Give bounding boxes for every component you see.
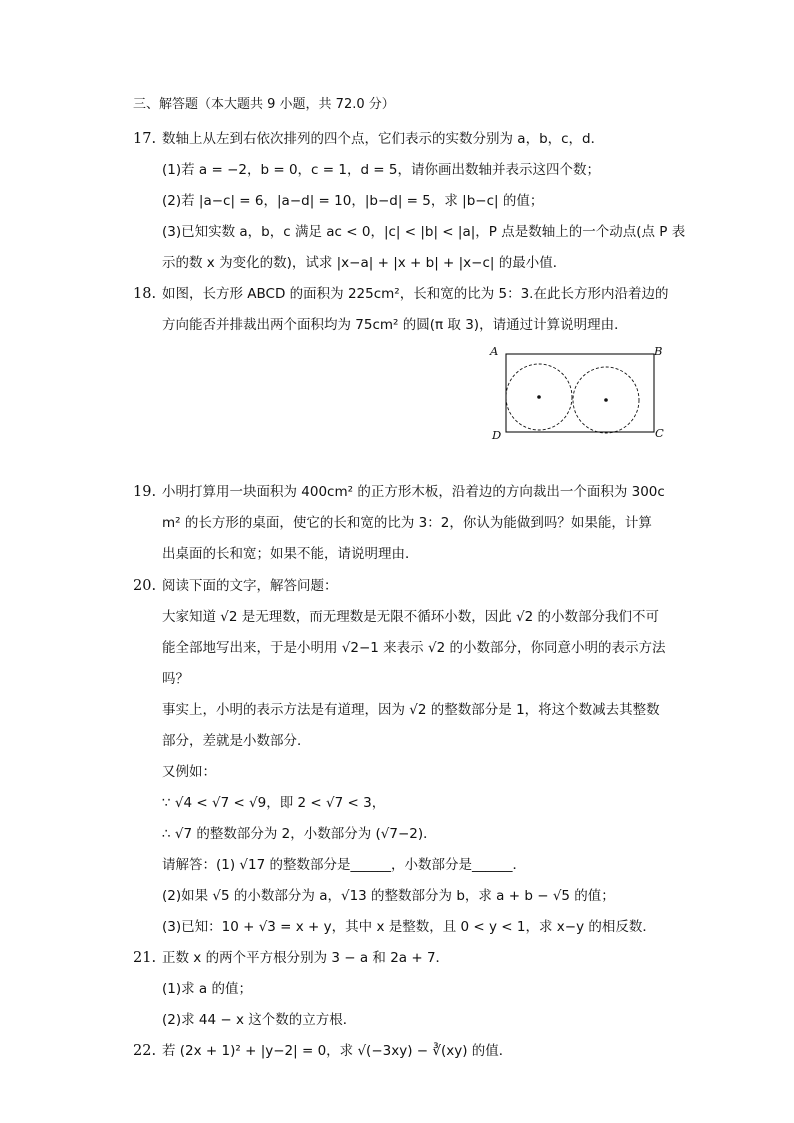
label-c: C: [655, 426, 664, 440]
question-22-number: 22.: [133, 1043, 157, 1059]
question-17-part-2: (2)若 |a−c| = 6，|a−d| = 10，|b−d| = 5，求 |b−c| 的值；: [162, 193, 544, 209]
question-17-stem: 数轴上从左到右依次排列的四个点，它们表示的实数分别为 a，b，c，d．: [162, 131, 605, 147]
question-20-number: 20.: [133, 578, 157, 594]
left-circle-center: [537, 395, 541, 399]
question-20-text-6: 又例如：: [162, 764, 216, 780]
question-20-part-2: (2)如果 √5 的小数部分为 a，√13 的整数部分为 b，求 a + b − √5 的值；: [162, 888, 615, 904]
question-17-number: 17.: [133, 131, 157, 147]
question-18-stem-cont: 方向能否并排裁出两个面积均为 75cm² 的圆(π 取 3)，请通过计算说明理由．: [162, 317, 628, 333]
question-19-stem: 小明打算用一块面积为 400cm² 的正方形木板，沿着边的方向裁出一个面积为 300c: [162, 484, 665, 500]
question-19-stem-cont-2: 出桌面的长和宽；如果不能，请说明理由．: [162, 546, 419, 562]
label-b: B: [654, 344, 663, 358]
question-20-therefore: ∴ √7 的整数部分为 2，小数部分为 (√7−2)．: [162, 826, 437, 842]
question-20-text-3: 吗？: [162, 671, 189, 687]
question-20-text-5: 部分，差就是小数部分．: [162, 733, 311, 749]
label-d: D: [492, 428, 502, 442]
question-18-number: 18.: [133, 286, 157, 302]
label-a: A: [490, 344, 499, 358]
question-21-part-2: (2)求 44 − x 这个数的立方根．: [162, 1012, 357, 1028]
question-17-part-3-cont: 示的数 x 为变化的数)，试求 |x−a| + |x + b| + |x−c| 的最小值．: [162, 255, 567, 271]
question-21-stem: 正数 x 的两个平方根分别为 3 − a 和 2a + 7．: [162, 950, 450, 966]
question-20-part-1: 请解答：(1) √17 的整数部分是______，小数部分是______．: [162, 857, 526, 873]
question-21-part-1: (1)求 a 的值；: [162, 981, 252, 997]
question-19-number: 19.: [133, 484, 157, 500]
question-21-number: 21.: [133, 950, 157, 966]
rectangle-circles-figure: [486, 340, 668, 446]
question-20-text-1: 大家知道 √2 是无理数，而无理数是无限不循环小数，因此 √2 的小数部分我们不可: [162, 609, 660, 625]
question-20-text-2: 能全部地写出来，于是小明用 √2−1 来表示 √2 的小数部分，你同意小明的表示方法: [162, 640, 666, 656]
section-header: 三、解答题（本大题共 9 小题，共 72.0 分）: [133, 97, 395, 112]
question-20-because: ∵ √4 < √7 < √9，即 2 < √7 < 3，: [162, 795, 386, 811]
question-17-part-3: (3)已知实数 a，b，c 满足 ac < 0，|c| < |b| < |a|，P 点是数轴上的一个动点(点 P 表: [162, 224, 686, 240]
question-20-part-3: (3)已知：10 + √3 = x + y，其中 x 是整数，且 0 < y < 1，求 x−y 的相反数．: [162, 919, 656, 935]
question-19-stem-cont-1: m² 的长方形的桌面，使它的长和宽的比为 3：2，你认为能做到吗？如果能，计算: [162, 515, 652, 531]
question-22-stem: 若 (2x + 1)² + |y−2| = 0，求 √(−3xy) − ∛(xy) 的值．: [162, 1043, 513, 1059]
question-17-part-1: (1)若 a = −2，b = 0，c = 1，d = 5，请你画出数轴并表示这四个数；: [162, 162, 600, 178]
question-20-text-4: 事实上，小明的表示方法是有道理，因为 √2 的整数部分是 1，将这个数减去其整数: [162, 702, 660, 718]
question-20-stem: 阅读下面的文字，解答问题：: [162, 578, 338, 594]
right-circle-center: [604, 398, 608, 402]
question-18-stem: 如图，长方形 ABCD 的面积为 225cm²，长和宽的比为 5：3.在此长方形内沿着边的: [162, 286, 669, 302]
